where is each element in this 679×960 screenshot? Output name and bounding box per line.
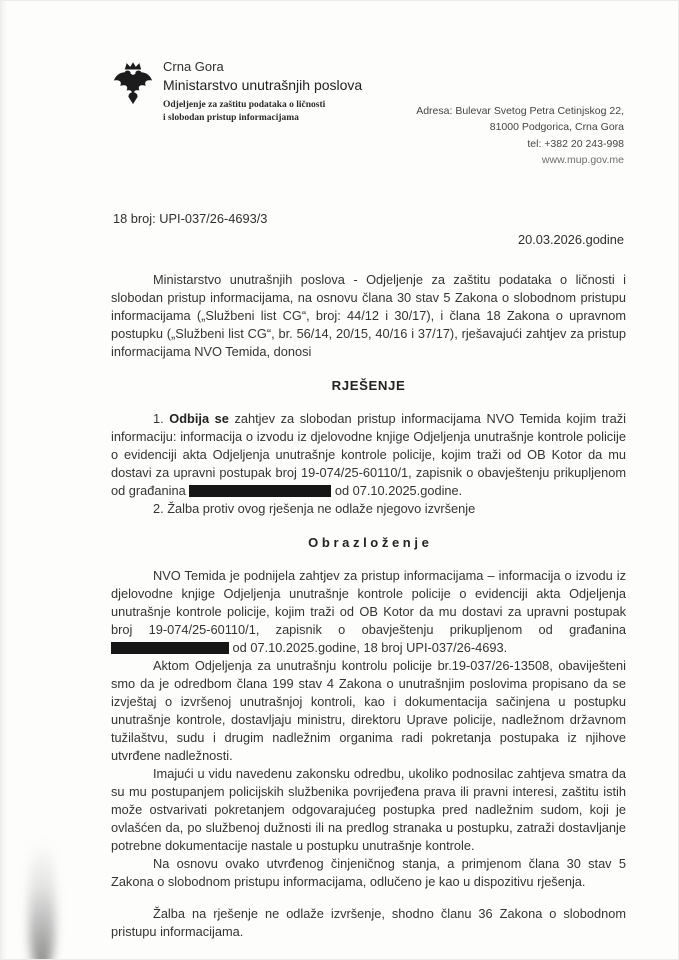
- reference-number: 18 broj: UPI-037/26-4693/3: [113, 211, 268, 226]
- intro-paragraph: Ministarstvo unutrašnjih poslova - Odjeljenje za zaštitu podataka o ličnosti i slobodan pristup informacijama, na osnovu člana 30 stav 5 Zakona o slobodnom pristupu informacijama („Službeni list CG“, broj: 44/12 i 30/17), i člana 18 Zakona o upravnom postupku („Službeni list CG“, br. 56/14, 20/15, 40/16 i 37/17), rješavajući zahtjev za pristup informacijama NVO Temida, donosi: [111, 272, 626, 359]
- department-line-2: i slobodan pristup informacijama: [163, 112, 299, 123]
- item-1-text-after-redaction: od 07.10.2025.godine.: [331, 483, 463, 498]
- contact-block: [416, 103, 624, 168]
- explanation-paragraph-2: Aktom Odjeljenja za unutrašnju kontrolu policije br.19-037/26-13508, obaviješteni smo da je odredbom člana 199 stav 4 Zakona o unutrašnjim poslovima propisano da se izvještaj o izvršenoj unutrašnjoj kontroli, kao i dokumentacija sačinjena u postupku unutrašnje kontrole, dostavljaju ministru, direktoru Uprave policije, nadležnom državnom tužilaštvu, sudu i drugim nadležnim organima radi pokretanja postupaka iz njihove utvrđene nadležnosti.: [111, 658, 626, 763]
- scan-edge-shadow: [1, 1, 7, 959]
- p1-text-after-redaction: od 07.10.2025.godine, 18 broj UPI-037/26-4693.: [229, 640, 508, 655]
- explanation-paragraph-3: Imajući u vidu navedenu zakonsku odredbu, ukoliko podnosilac zahtjeva smatra da su mu postupanjem policijskih službenika povrijeđena prava ili pravni interesi, zaštitu istih može ostvarivati pokretanjem odgovarajućeg postupka pred nadležnim sudom, koji je ovlašćen da, po službenoj dužnosti ili na predlog stranaka u postupku, zatraži dostavljanje potrebne dokumentacije nastale u postupku unutrašnje kontrole.: [111, 766, 626, 853]
- department-name: [163, 99, 362, 125]
- letterhead: [113, 59, 624, 166]
- redaction-bar: [111, 642, 229, 654]
- ministry-name: Ministarstvo unutrašnjih poslova: [163, 77, 363, 94]
- coat-of-arms-icon: [113, 61, 153, 124]
- item-1-text-before-redaction: zahtjev za slobodan pristup informacijama NVO Temida kojim traži informaciju: informacija o izvodu iz djelovodne knjige Odjeljenja unutrašnje kontrole policije o evidenciji akta Odjeljenja unutrašnje kontrole policije, kojim traži od OB Kotor da mu dostavi za upravni postupak broj 19-074/25-60110/1, zapisnik o obavještenju prikupljenom od građanina: [111, 411, 627, 498]
- document-date: 20.03.2026.godine: [517, 232, 624, 247]
- p1-text-before-redaction: NVO Temida je podnijela zahtjev za pristup informacijama – informacija o izvodu iz djelovodne knjige Odjeljenja unutrašnje kontrole policije o evidenciji akta Odjeljenja unutrašnje kontrole policije, kojim traži od OB Kotor da mu dostavi za upravni postupak broj 19-074/25-60110/1, zapisnik o obavještenju prikupljenom od građanina: [111, 568, 626, 637]
- address-line-1: Adresa: Bulevar Svetog Petra Cetinjskog 22,: [416, 105, 624, 117]
- explanation-paragraph-1: [111, 567, 626, 657]
- phone-line: tel: +382 20 243-998: [527, 137, 624, 150]
- address-line-2: 81000 Podgorica, Crna Gora: [489, 121, 624, 134]
- scan-smudge-artifact: [29, 841, 55, 960]
- decision-title: RJEŠENJE: [331, 378, 406, 393]
- redaction-bar: [189, 485, 331, 497]
- department-line-1: Odjeljenje za zaštitu podataka o ličnosti: [163, 99, 326, 110]
- item-1-bold-phrase: Odbija se: [169, 411, 229, 426]
- item-1-number: 1.: [153, 411, 170, 426]
- website-line: www.mup.gov.me: [541, 153, 624, 166]
- explanation-paragraph-5: Žalba na rješenje ne odlaže izvršenje, shodno članu 36 Zakona o slobodnom pristupu informacijama.: [111, 906, 626, 939]
- document-body: [111, 271, 626, 941]
- organization-block: [163, 59, 362, 124]
- section-heading-obrazlozenje: O b r a z l o ž e n j e: [308, 535, 429, 550]
- decision-item-1: [111, 410, 626, 500]
- explanation-paragraph-4: Na osnovu ovako utvrđenog činjeničnog stanja, a primjenom člana 30 stav 5 Zakona o slobodnom pristupu informacijama, odlučeno je kao u dispozitivu rješenja.: [111, 856, 626, 889]
- decision-item-2: 2. Žalba protiv ovog rješenja ne odlaže njegovo izvršenje: [153, 501, 476, 516]
- country-name: Crna Gora: [163, 59, 224, 74]
